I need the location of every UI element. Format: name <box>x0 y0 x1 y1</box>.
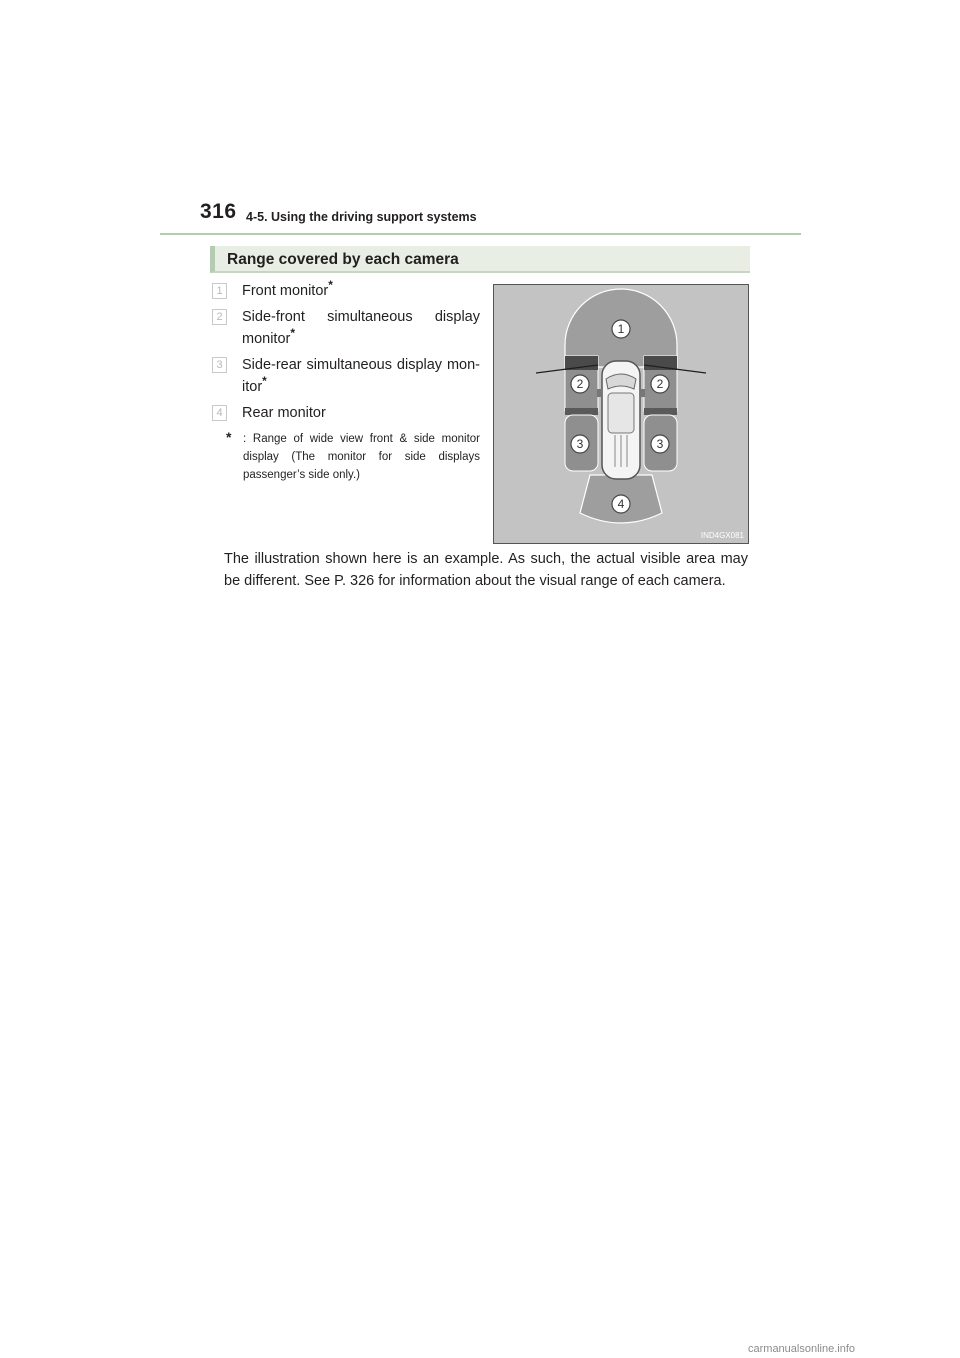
zone-number: 3 <box>576 437 584 451</box>
camera-range-illustration <box>493 284 749 544</box>
right-mirror <box>640 389 645 397</box>
body-paragraph: The illustration shown here is an example. As such, the actual visible area may be different. See P. 326 for information about the visual range of each camera. <box>224 551 748 589</box>
car-roof <box>608 393 634 433</box>
item-text: Front monitor <box>242 283 329 299</box>
zone-number: 3 <box>656 437 664 451</box>
figure-code: IND4GX081 <box>700 531 744 540</box>
item-number-badge: 3 <box>212 357 227 373</box>
heading-title: Range covered by each camera <box>227 251 459 268</box>
item-label <box>242 306 480 350</box>
left-mirror <box>597 389 602 397</box>
list-item <box>210 306 480 352</box>
zone-number: 1 <box>617 322 625 336</box>
zone-number: 4 <box>617 497 625 511</box>
footnote-text: : Range of wide view front & side monitor display (The monitor for side displays passenger’s side only.) <box>243 433 480 481</box>
footnote <box>226 430 480 484</box>
footnote-asterisk: * <box>226 429 232 445</box>
asterisk-mark: * <box>262 374 267 389</box>
item-text: Side-rear simultaneous display mon-itor <box>242 357 480 395</box>
watermark: carmanualsonline.info <box>748 1343 856 1355</box>
list-item <box>210 402 480 426</box>
item-number-badge: 2 <box>212 309 227 325</box>
item-text: Side-front simultaneous display monitor <box>242 309 480 347</box>
item-text: Rear monitor <box>242 405 326 421</box>
asterisk-mark: * <box>328 278 333 293</box>
camera-range-diagram <box>494 285 748 543</box>
side-front-shade-left <box>565 356 598 370</box>
asterisk-mark: * <box>290 326 296 341</box>
section-title: 4-5. Using the driving support systems <box>246 210 477 224</box>
item-number-badge: 1 <box>212 283 227 299</box>
list-item <box>210 280 480 304</box>
item-label <box>242 402 480 424</box>
page-number: 316 <box>200 200 237 223</box>
item-label <box>242 354 480 398</box>
heading-bar <box>210 246 750 273</box>
item-number-badge: 4 <box>212 405 227 421</box>
zone-number: 2 <box>576 377 584 391</box>
zone-number: 2 <box>656 377 664 391</box>
item-label <box>242 280 480 302</box>
separator-right <box>644 408 677 415</box>
header-rule <box>160 233 801 235</box>
list-item <box>210 354 480 400</box>
separator-left <box>565 408 598 415</box>
side-front-shade-right <box>644 356 677 370</box>
